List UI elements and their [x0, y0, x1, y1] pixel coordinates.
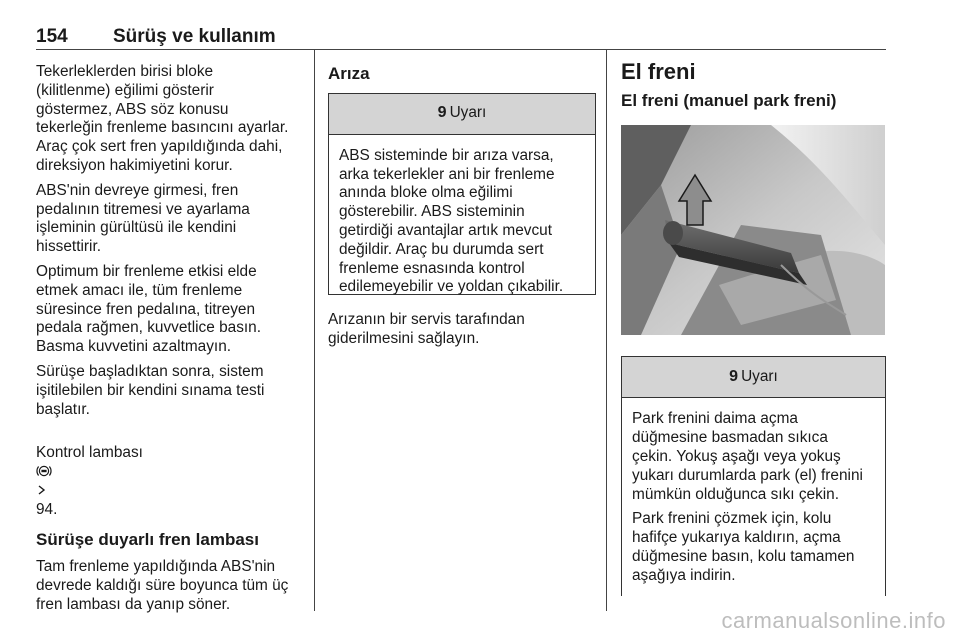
paragraph: ABS'nin devreye girmesi, fren pedalının titremesi ve ayarlama işleminin gürültüsü ile kendini hissettirir.	[36, 181, 250, 256]
warning-box	[328, 93, 596, 295]
warning-label: Uyarı	[741, 367, 778, 385]
warning-text: ABS sisteminde bir arıza varsa, arka tekerlekler ani bir frenleme anında bloke olma eğilimi gösterebilir. ABS sisteminin getirdiği avantajlar artık mevcut değildir. Araç bu durumda sert frenleme esnasında kontrol edilemeyebilir ve yoldan çıkabilir.	[339, 146, 564, 296]
handbrake-photo	[621, 125, 885, 335]
abs-lamp-icon	[36, 464, 52, 478]
warning-icon: 9	[729, 367, 739, 385]
subheading-brake-lamp: Sürüşe duyarlı fren lambası	[36, 530, 259, 550]
page-reference[interactable]: 94.	[36, 500, 58, 518]
paragraph: Arızanın bir servis tarafından giderilmesini sağlayın.	[328, 310, 525, 347]
column-1	[36, 63, 304, 621]
warning-paragraph: Park frenini daima açma düğmesine basmadan sıkıca çekin. Yokuş aşağı veya yokuş yukarı durumlarda park (el) frenini mümkün olduğunca sıkı çekin.	[632, 410, 863, 503]
paragraph: Tekerleklerden birisi bloke (kilitlenme) eğilimi gösterir göstermez, ABS söz konusu tekerleğin frenleme basıncını ayarlar. Araç çok sert fren yapıldığında dahi, direksiyon hakimiyetini korur.	[36, 63, 289, 174]
handbrake-subheading: El freni (manuel park freni)	[621, 90, 837, 110]
warning-icon: 9	[437, 104, 447, 122]
warning-box	[621, 356, 886, 595]
warning-body	[329, 135, 595, 294]
warning-header	[622, 357, 885, 398]
paragraph: Tam frenleme yapıldığında ABS'nin devrede kaldığı süre boyunca tüm üç fren lambası da yanıp söner.	[36, 558, 289, 613]
column-3	[621, 59, 886, 596]
watermark: carmanualsonline.info	[721, 608, 946, 633]
section-title: Sürüş ve kullanım	[113, 26, 276, 47]
warning-paragraph: Park frenini çözmek için, kolu hafifçe yukarıya kaldırın, açma düğmesine basın, kolu tamamen aşağıya indirin.	[632, 510, 855, 584]
warning-body	[622, 398, 885, 595]
column-2	[328, 63, 596, 354]
page-header	[36, 26, 886, 50]
fault-heading: Arıza	[328, 64, 370, 83]
column-divider-2	[606, 50, 607, 611]
warning-label: Uyarı	[449, 104, 487, 122]
paragraph: Sürüşe başladıktan sonra, sistem işitilebilen bir kendini sınama testi başlatır.	[36, 362, 265, 418]
warning-header	[329, 94, 595, 135]
page-number: 154	[36, 26, 68, 47]
header-rule	[36, 49, 886, 50]
page-reference-icon	[36, 484, 47, 496]
column-divider-1	[314, 50, 315, 611]
paragraph: Optimum bir frenleme etkisi elde etmek amacı ile, tüm frenleme süresince fren pedalına, titreyen pedala rağmen, kuvvetlice basın. Basma kuvvetini azaltmayın.	[36, 262, 262, 356]
control-lamp-label: Kontrol lambası	[36, 444, 143, 462]
handbrake-heading: El freni	[621, 59, 696, 84]
control-lamp-line	[36, 425, 304, 519]
